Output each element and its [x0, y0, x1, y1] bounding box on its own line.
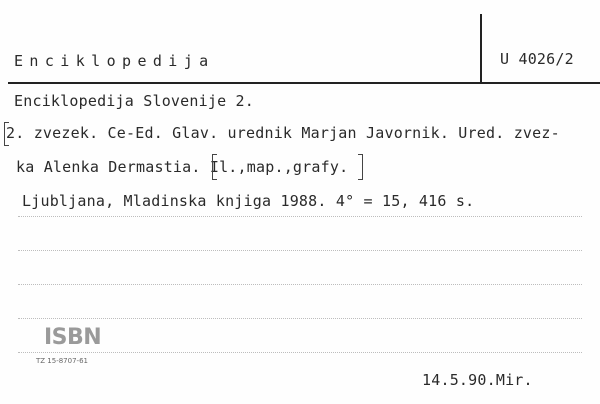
bracket-mark [358, 154, 363, 180]
isbn-number: TZ 15-8707-61 [36, 357, 88, 365]
ruled-line [18, 352, 582, 353]
ruled-line [18, 250, 582, 251]
bracket-mark [212, 154, 217, 180]
card-heading: Enciklopedija [14, 52, 215, 70]
ruled-line [18, 284, 582, 285]
title-line: Enciklopedija Slovenije 2. [14, 92, 254, 110]
responsibility-line: ka Alenka Dermastia. Il.,map.,grafy. [16, 158, 349, 176]
publication-line: Ljubljana, Mladinska knjiga 1988. 4° = 15, 416 s. [22, 192, 475, 210]
ruled-line [18, 216, 582, 217]
ruled-line [18, 318, 582, 319]
date-note: 14.5.90.Mir. [422, 371, 533, 389]
call-number: U 4026/2 [500, 50, 574, 68]
call-number-divider [480, 14, 482, 84]
isbn-logo: ISBN [44, 325, 102, 350]
volume-line: 2. zvezek. Ce-Ed. Glav. urednik Marjan Javornik. Ured. zvez- [6, 124, 560, 142]
heading-underline [8, 82, 600, 84]
